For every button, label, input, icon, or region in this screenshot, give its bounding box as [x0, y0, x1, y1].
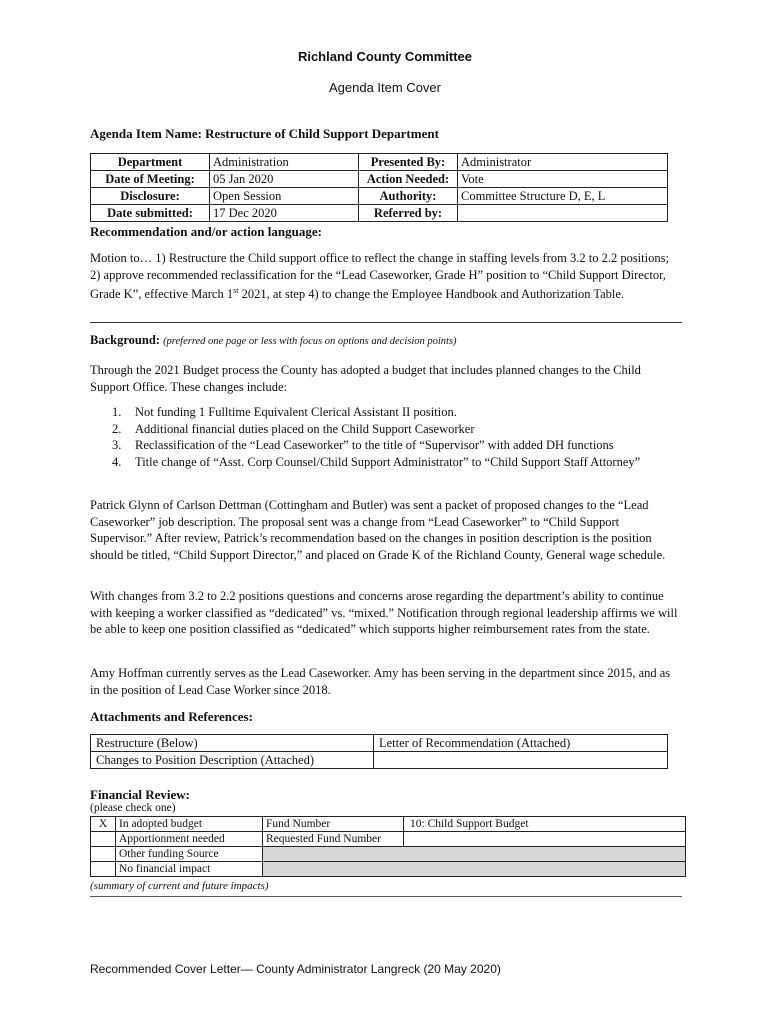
attachments-label: Attachments and References: [90, 709, 253, 724]
option-label: Other funding Source [116, 847, 263, 862]
table-row [91, 735, 668, 752]
attachment-cell: Restructure (Below) [91, 735, 374, 752]
background-heading [90, 333, 457, 348]
referred-by-value [458, 205, 668, 222]
checkbox-cell[interactable] [91, 832, 116, 847]
date-meeting-label: Date of Meeting: [91, 171, 210, 188]
doc-type-title: Agenda Item Cover [328, 80, 441, 95]
financial-row [91, 847, 686, 862]
action-needed-value: Vote [458, 171, 668, 188]
shaded-cell [263, 847, 686, 862]
date-submitted-value: 17 Dec 2020 [210, 205, 359, 222]
financial-row [91, 862, 686, 877]
agenda-item-value: Restructure of Child Support Department [205, 126, 439, 141]
disclosure-value: Open Session [210, 188, 359, 205]
financial-note: (summary of current and future impacts) [90, 880, 269, 892]
committee-title: Richland County Committee [297, 49, 473, 64]
list-item-text: Not funding 1 Fulltime Equivalent Clerical Assistant II position. [135, 405, 457, 419]
action-needed-label: Action Needed: [359, 171, 458, 188]
list-item-number: 1. [112, 405, 122, 419]
table-row [91, 752, 668, 769]
field-label: Requested Fund Number [263, 832, 404, 847]
list-item-text: Title change of “Asst. Corp Counsel/Child Support Administrator” to “Child Support Staff Attorney” [135, 454, 641, 469]
list-item [90, 421, 680, 438]
financial-row [91, 832, 686, 847]
patrick-paragraph: Patrick Glynn of Carlson Dettman (Cottingham and Butler) was sent a packet of proposed changes to the “Lead Caseworker” job description. The proposal sent was a change from “Lead Caseworker” to “Child Support Supervisor.” After review, Patrick’s recommendation based on the changes in position description is the position should be titled, “Child Support Director,” and placed on Grade K of the Richland County, General wage schedule. [90, 498, 666, 562]
authority-value: Committee Structure D, E, L [458, 188, 668, 205]
authority-label: Authority: [359, 188, 458, 205]
divider-line [90, 896, 682, 897]
financial-row [91, 817, 686, 832]
background-label: Background: [90, 333, 160, 347]
presented-by-value: Administrator [458, 154, 668, 171]
list-item [90, 404, 680, 421]
background-intro: Through the 2021 Budget process the County has adopted a budget that includes planned changes to the Child Support Office. These changes include: [90, 363, 641, 394]
motion-part1: Motion to… 1) Restructure the Child support office to reflect the change in staffing levels from 3.2 to 2.2 positions; 2) approve recommended reclassification for the “Lead Caseworker, Grade H” position to “Child Support Director, Grade K”, effective March 1 [90, 251, 669, 302]
disclosure-label: Disclosure: [91, 188, 210, 205]
motion-sup: st [233, 286, 239, 295]
option-label: In adopted budget [116, 817, 263, 832]
divider-line [90, 322, 682, 323]
list-item [90, 454, 680, 471]
amy-paragraph: Amy Hoffman currently serves as the Lead Caseworker. Amy has been serving in the department since 2015, and as in the position of Lead Case Worker since 2018. [90, 666, 671, 697]
attachments-table [90, 734, 668, 769]
field-label: Fund Number [263, 817, 404, 832]
referred-by-label: Referred by: [359, 205, 458, 222]
list-item [90, 437, 680, 454]
list-item-text: Reclassification of the “Lead Caseworker” to the title of “Supervisor” with added DH functions [135, 438, 614, 452]
recommendation-label: Recommendation and/or action language: [90, 224, 322, 239]
financial-review-label: Financial Review: [90, 787, 191, 802]
motion-part2: 2021, at step 4) to change the Employee Handbook and Authorization Table. [238, 287, 625, 302]
financial-table [90, 816, 686, 877]
footer-text: Recommended Cover Letter— County Administrator Langreck (20 May 2020) [90, 962, 501, 976]
shaded-cell [263, 862, 686, 877]
checkbox-cell[interactable] [91, 862, 116, 877]
field-value: 10: Child Support Budget [404, 817, 686, 832]
financial-instruction: (please check one) [90, 802, 176, 814]
option-label: No financial impact [116, 862, 263, 877]
changes-paragraph: With changes from 3.2 to 2.2 positions questions and concerns arose regarding the department’s ability to continue with keeping a worker classified as “dedicated” vs. “mixed.” Notification through regional leadership affirms we will be able to keep one position classified as “dedicated” which supports higher reimbursement rates from the state. [90, 589, 678, 636]
list-item-number: 2. [112, 421, 122, 436]
agenda-item-label: Agenda Item Name: [90, 126, 202, 141]
motion-text [90, 250, 680, 303]
option-label: Apportionment needed [116, 832, 263, 847]
department-value: Administration [210, 154, 359, 171]
department-label: Department [91, 154, 210, 171]
info-table [90, 153, 668, 222]
attachment-cell [374, 752, 668, 769]
list-item-number: 4. [112, 454, 122, 469]
attachment-cell: Changes to Position Description (Attached) [91, 752, 374, 769]
changes-list [90, 404, 680, 470]
checkbox-cell[interactable]: X [91, 817, 116, 832]
checkbox-cell[interactable] [91, 847, 116, 862]
presented-by-label: Presented By: [359, 154, 458, 171]
date-submitted-label: Date submitted: [91, 205, 210, 222]
list-item-text: Additional financial duties placed on the Child Support Caseworker [135, 421, 475, 436]
field-value [404, 832, 686, 847]
date-meeting-value: 05 Jan 2020 [210, 171, 359, 188]
agenda-item-name [90, 126, 439, 142]
background-hint: (preferred one page or less with focus on options and decision points) [163, 336, 457, 347]
attachment-cell: Letter of Recommendation (Attached) [374, 735, 668, 752]
list-item-number: 3. [112, 438, 122, 452]
